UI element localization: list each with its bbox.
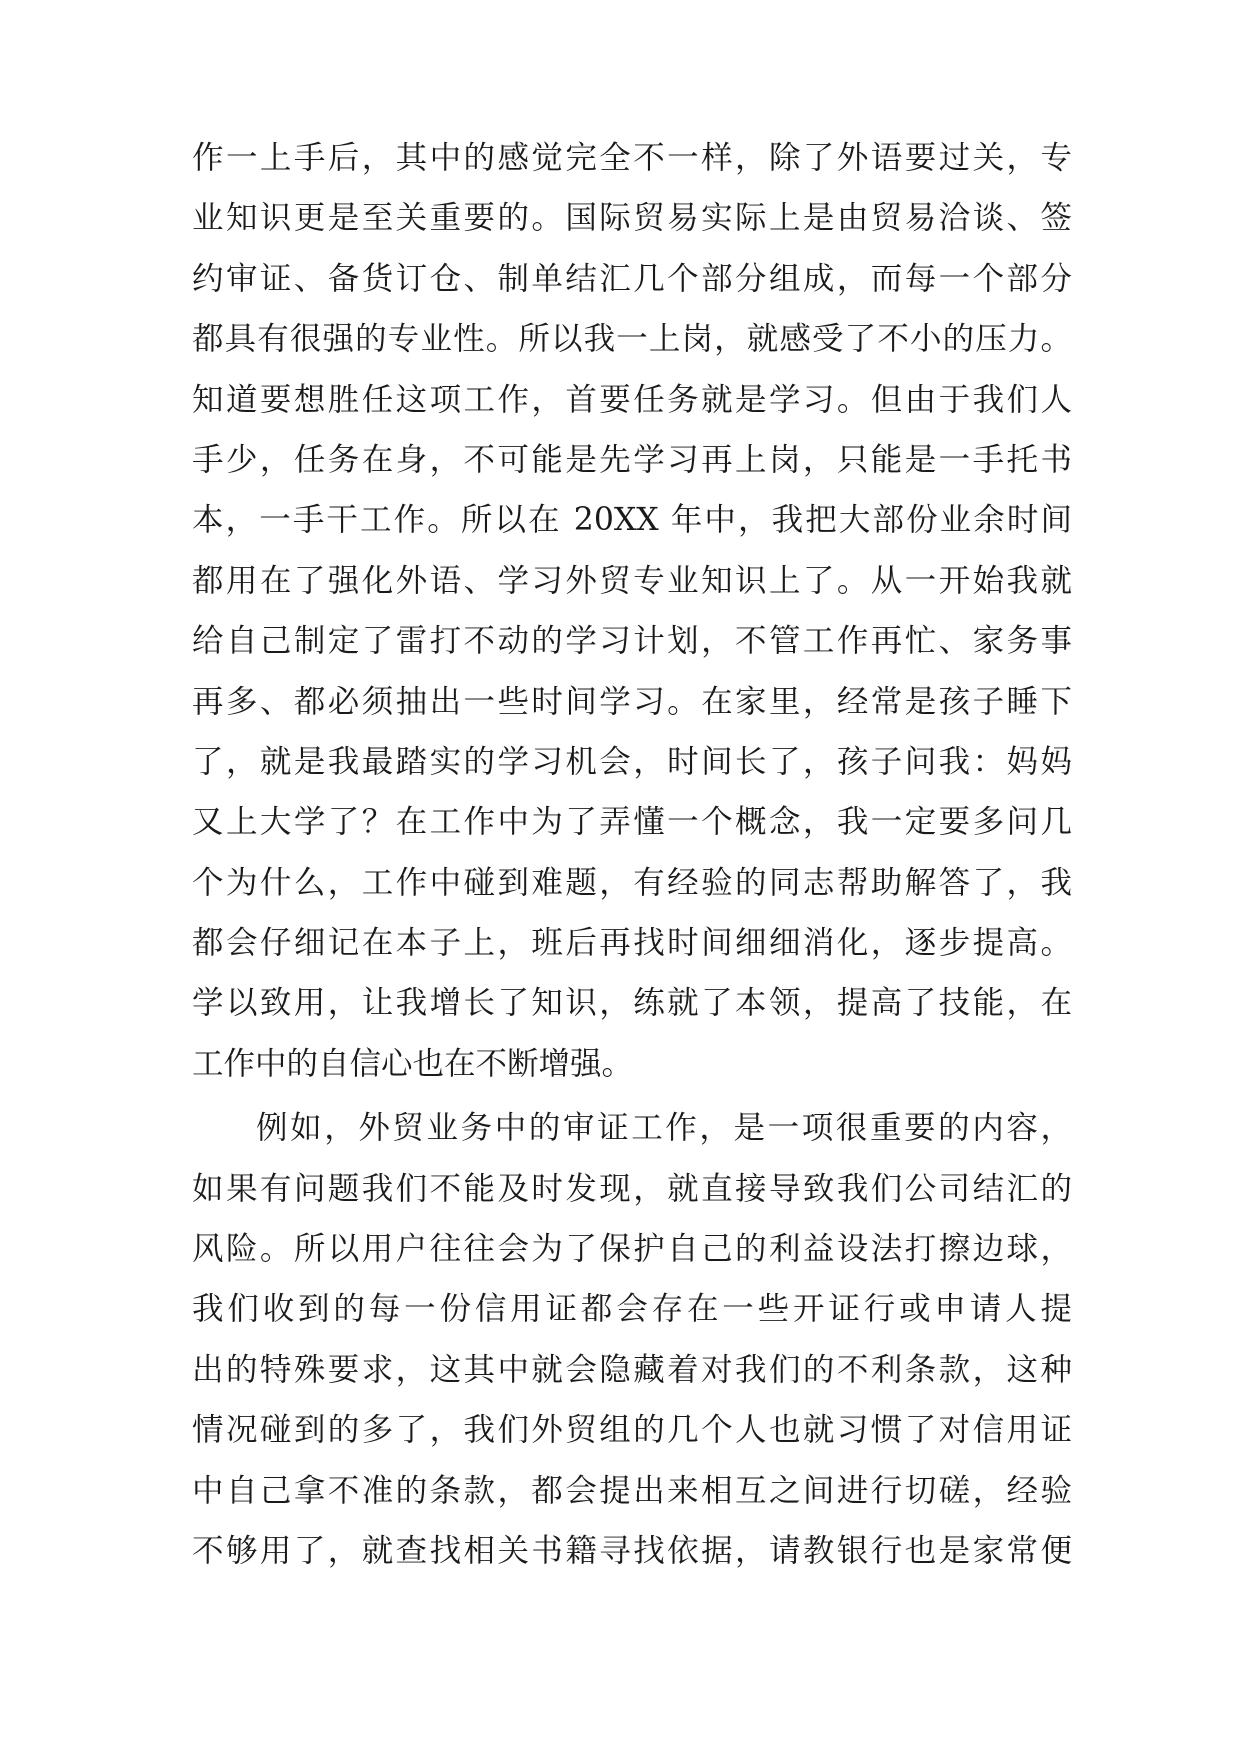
text-line: 工作中的自信心也在不断增强。 <box>192 1045 634 1082</box>
text-line: 中自己拿不准的条款，都会提出来相互之间进行切磋，经验 <box>192 1472 1072 1509</box>
text-line: 如果有问题我们不能及时发现，就直接导致我们公司结汇的 <box>192 1170 1072 1207</box>
paragraph-1 <box>192 128 1072 1094</box>
text-line: 再多、都必须抽出一些时间学习。在家里，经常是孩子睡下 <box>192 683 1072 720</box>
text-line: 知道要想胜任这项工作，首要任务就是学习。但由于我们人 <box>192 381 1072 418</box>
text-line: 都用在了强化外语、学习外贸专业知识上了。从一开始我就 <box>192 562 1072 599</box>
text-line: 不够用了，就查找相关书籍寻找依据，请教银行也是家常便 <box>192 1532 1072 1569</box>
text-line: 给自己制定了雷打不动的学习计划，不管工作再忙、家务事 <box>192 623 1072 660</box>
text-line: 情况碰到的多了，我们外贸组的几个人也就习惯了对信用证 <box>192 1412 1072 1449</box>
text-line: 出的特殊要求，这其中就会隐藏着对我们的不利条款，这种 <box>192 1351 1072 1388</box>
text-line: 风险。所以用户往往会为了保护自己的利益设法打擦边球， <box>192 1231 1072 1268</box>
text-line: 约审证、备货订仓、制单结汇几个部分组成，而每一个部分 <box>192 260 1072 297</box>
text-line: 都具有很强的专业性。所以我一上岗，就感受了不小的压力。 <box>192 321 1072 358</box>
text-line: 作一上手后，其中的感觉完全不一样，除了外语要过关，专 <box>192 140 1072 176</box>
text-line: 手少，任务在身，不可能是先学习再上岗，只能是一手托书 <box>192 441 1072 478</box>
body-text <box>192 128 1072 1581</box>
text-line: 本，一手干工作。所以在 20XX 年中，我把大部份业余时间 <box>192 502 1072 539</box>
text-line: 学以致用，让我增长了知识，练就了本领，提高了技能，在 <box>192 985 1072 1022</box>
text-line: 例如，外贸业务中的审证工作，是一项很重要的内容， <box>256 1110 1072 1147</box>
paragraph-2 <box>192 1098 1072 1581</box>
text-line: 都会仔细记在本子上，班后再找时间细细消化，逐步提高。 <box>192 925 1072 962</box>
text-line: 个为什么，工作中碰到难题，有经验的同志帮助解答了，我 <box>192 864 1072 901</box>
text-line: 又上大学了？在工作中为了弄懂一个概念，我一定要多问几 <box>192 804 1072 841</box>
text-line: 业知识更是至关重要的。国际贸易实际上是由贸易洽谈、签 <box>192 200 1072 237</box>
text-line: 我们收到的每一份信用证都会存在一些开证行或申请人提 <box>192 1291 1072 1328</box>
text-line: 了，就是我最踏实的学习机会，时间长了，孩子问我：妈妈 <box>192 743 1072 780</box>
